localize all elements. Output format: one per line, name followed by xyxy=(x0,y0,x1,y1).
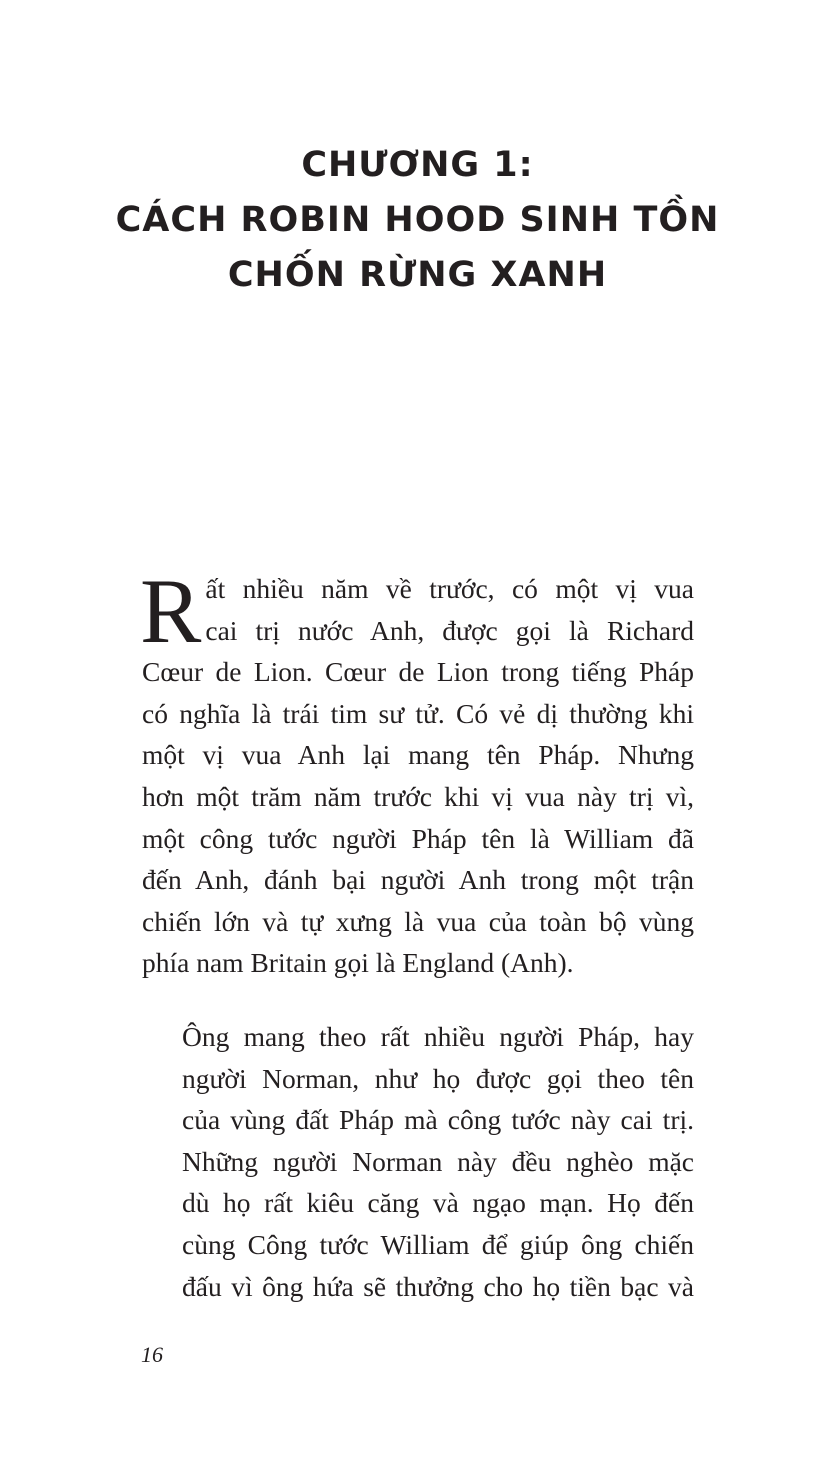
chapter-title-line: CHỐN RỪNG XANH xyxy=(227,255,608,295)
chapter-title xyxy=(0,138,835,303)
paragraph-1 xyxy=(140,560,694,984)
text-line: Những người Norman này đều nghèo mặc xyxy=(182,1145,694,1177)
text-line: dù họ rất kiêu căng và ngạo mạn. Họ đến xyxy=(182,1187,694,1219)
text-line: đấu vì ông hứa sẽ thưởng cho họ tiền bạc và xyxy=(182,1270,694,1302)
text-line: cai trị nước Anh, được gọi là Richard xyxy=(205,614,694,646)
text-line: có nghĩa là trái tim sư tử. Có vẻ dị thường khi xyxy=(142,697,694,729)
text-line: ất nhiều năm về trước, có một vị vua xyxy=(205,573,694,604)
text-line: Cœur de Lion. Cœur de Lion trong tiếng Pháp xyxy=(142,656,694,688)
chapter-title-line: CHƯƠNG 1: xyxy=(301,145,534,185)
drop-cap: R xyxy=(140,560,202,662)
text-line: chiến lớn và tự xưng là vua của toàn bộ vùng xyxy=(142,905,694,937)
text-line: một vị vua Anh lại mang tên Pháp. Nhưng xyxy=(142,739,694,771)
page-number: 16 xyxy=(141,1342,163,1367)
chapter-title-line: CÁCH ROBIN HOOD SINH TỒN xyxy=(115,200,720,240)
text-line: Ông mang theo rất nhiều người Pháp, hay xyxy=(182,1020,694,1052)
text-line: của vùng đất Pháp mà công tước này cai trị. xyxy=(182,1104,694,1136)
text-line: hơn một trăm năm trước khi vị vua này trị vì, xyxy=(142,780,694,812)
paragraph-2 xyxy=(142,1016,694,1307)
text-line: phía nam Britain gọi là England (Anh). xyxy=(142,947,574,979)
text-line: đến Anh, đánh bại người Anh trong một trận xyxy=(142,864,694,896)
body-text xyxy=(140,560,694,1307)
text-line: người Norman, như họ được gọi theo tên xyxy=(182,1062,694,1094)
text-line: cùng Công tước William để giúp ông chiến xyxy=(182,1228,694,1260)
text-line: một công tước người Pháp tên là William đã xyxy=(142,822,694,854)
